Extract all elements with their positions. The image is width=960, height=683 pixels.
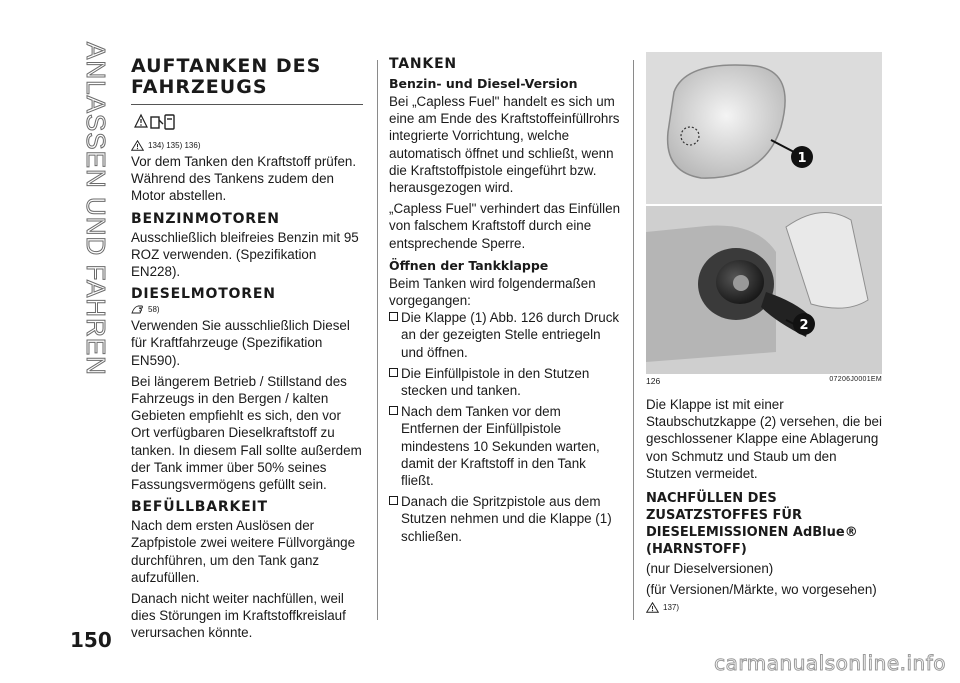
list-item <box>389 309 621 365</box>
heading-petrol-engines: BENZINMOTOREN <box>131 210 280 227</box>
checkbox-bullet-icon <box>389 496 398 505</box>
diesel-paragraph-1: Verwenden Sie ausschließlich Diesel für Kraftfahrzeuge (Spezifikation EN590). <box>131 318 350 368</box>
filling-paragraph-1: Nach dem ersten Auslösen der Zapfpistole zwei weitere Füllvorgänge durchführen, um den Tank ganz aufzufüllen. <box>131 518 356 585</box>
list-item <box>389 493 621 549</box>
page-number: 150 <box>70 628 112 652</box>
heading-adblue: NACHFÜLLEN DES ZUSATZSTOFFES FÜR DIESELEMISSIONEN AdBlue® (HARNSTOFF) <box>646 491 858 558</box>
heading-refuelling: TANKEN <box>389 56 457 72</box>
figure-caption <box>646 376 882 386</box>
heading-rule <box>131 104 363 105</box>
dust-cap-paragraph: Die Klappe ist mit einer Staubschutzkappe (2) versehen, die bei geschlossener Klappe eine Ablagerung von Schmutz und Staub um den Stutzen vermeidet. <box>646 397 882 481</box>
list-item <box>389 365 621 403</box>
checkbox-bullet-icon <box>389 368 398 377</box>
column-divider-2 <box>633 60 634 620</box>
section-heading-fueling: AUFTANKEN DES FAHRZEUGS <box>131 55 322 98</box>
filling-paragraph-2: Danach nicht weiter nachfüllen, weil dies Störungen im Kraftstoffkreislauf verursachen könnte. <box>131 591 346 641</box>
figure-code: 07206J0001EM <box>829 376 882 383</box>
petrol-paragraph: Ausschließlich bleifreies Benzin mit 95 ROZ verwenden. (Spezifikation EN228). <box>131 229 359 280</box>
heading-filling-capacity: BEFÜLLBARKEIT <box>131 499 268 516</box>
list-item-text: Danach die Spritzpistole aus dem Stutzen nehmen und die Klappe (1) schließen. <box>401 494 612 544</box>
heading-diesel-engines: DIESELMOTOREN <box>131 286 276 303</box>
column-2 <box>389 56 621 549</box>
subheading-versions: Benzin- und Diesel-Version <box>389 76 578 91</box>
fuel-lock-symbol-icon <box>131 111 177 133</box>
adblue-note-1: (nur Dieselversionen) <box>646 561 774 577</box>
adblue-warning-ref <box>646 602 882 613</box>
list-item-text: Die Klappe (1) Abb. 126 durch Druck an der gezeigten Stelle entriegeln und öffnen. <box>401 310 620 360</box>
column-1 <box>131 56 363 646</box>
figure-number: 126 <box>646 376 661 386</box>
intro-paragraph: Vor dem Tanken den Kraftstoff prüfen. Während des Tankens zudem den Motor abstellen. <box>131 154 357 204</box>
diesel-note-ref-text: 58) <box>148 305 160 315</box>
note-hand-icon <box>131 304 144 315</box>
checkbox-bullet-icon <box>389 406 398 415</box>
list-item-text: Nach dem Tanken vor dem Entfernen der Einfüllpistole mindestens 10 Sekunden warten, damit der Kraftstoff in den Tank fließt. <box>401 404 600 489</box>
list-item-text: Die Einfüllpistole in den Stutzen stecken und tanken. <box>401 365 590 399</box>
column-divider-1 <box>377 60 378 620</box>
column-3 <box>646 52 882 615</box>
diesel-note-ref <box>131 304 363 315</box>
diesel-paragraph-2: Bei längerem Betrieb / Stillstand des Fahrzeugs in den Bergen / kalten Gebieten empfiehlt es sich, den vor Ort verfügbaren Dieselkraftstoff zu tanken. In diesem Fall sollte außerdem der Tank immer über 50% seines Fassungsvermögens gefüllt sein. <box>131 373 362 493</box>
capless-paragraph-1: Bei „Capless Fuel" handelt es sich um eine am Ende des Kraftstoffeinfüllrohrs integrierte Vorrichtung, welche automatisch öffnet und schließt, wenn die Kraftstoffpistole eingeführt bzw. herausgezogen wird. <box>389 94 620 196</box>
warning-refs <box>131 140 363 151</box>
callout-1: 1 <box>797 151 807 166</box>
open-flap-intro: Beim Tanken wird folgendermaßen vorgegangen: <box>389 275 596 309</box>
fuel-flap-illustration <box>646 52 882 374</box>
callout-2: 2 <box>799 318 809 333</box>
adblue-note-2: (für Versionen/Märkte, wo vorgesehen) <box>646 582 877 598</box>
warning-ref-text: 134) 135) 136) <box>148 141 201 150</box>
warning-triangle-icon <box>646 602 659 613</box>
chapter-side-title: ANLASSEN UND FAHREN <box>81 42 111 376</box>
checkbox-bullet-icon <box>389 312 398 321</box>
adblue-ref-text: 137) <box>663 603 680 613</box>
subheading-open-flap: Öffnen der Tankklappe <box>389 257 549 273</box>
watermark: carmanualsonline.info <box>714 651 946 675</box>
list-item <box>389 403 621 493</box>
figure-fuel-flap <box>646 52 882 374</box>
warning-triangle-icon <box>131 140 144 151</box>
capless-paragraph-2: „Capless Fuel" verhindert das Einfüllen von falschem Kraftstoff durch eine entsprechende Sperre. <box>389 201 621 251</box>
